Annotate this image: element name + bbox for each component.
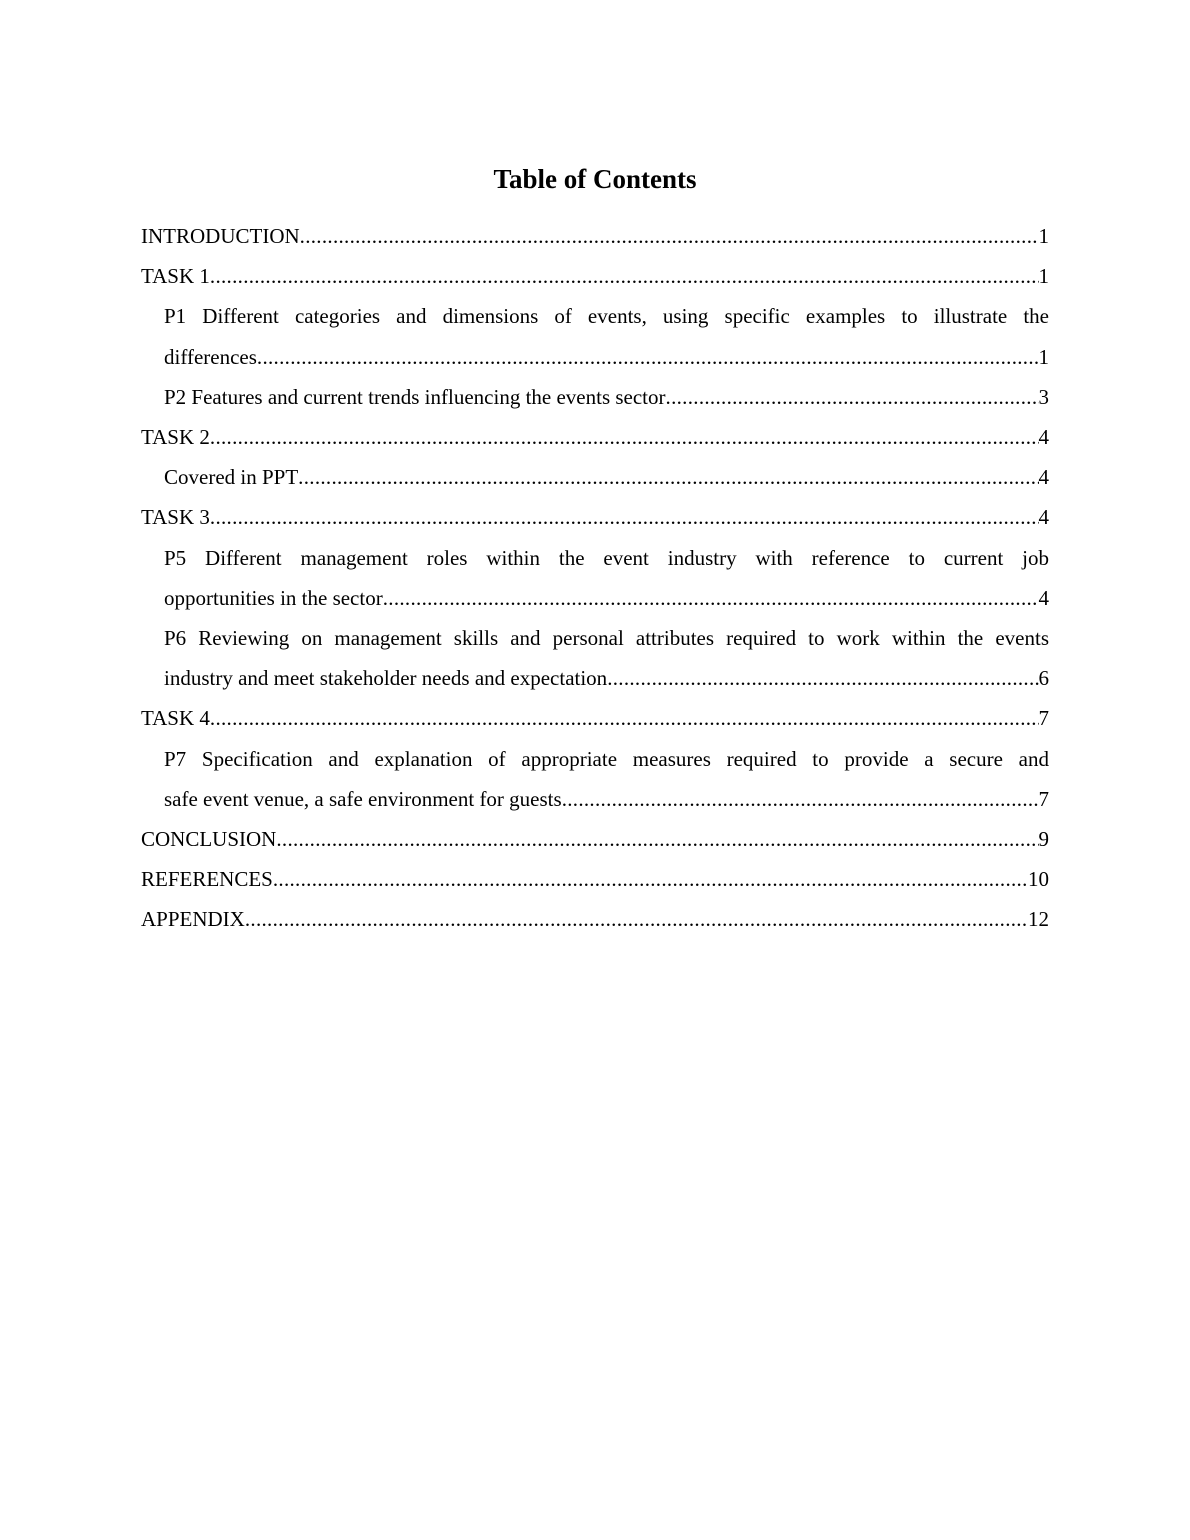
toc-page-number: 10 — [1028, 867, 1049, 892]
toc-entry[interactable] — [141, 256, 1049, 296]
dot-leader — [300, 216, 1039, 256]
dot-leader — [298, 457, 1038, 497]
toc-entry[interactable] — [141, 739, 1049, 819]
toc-entry-leader-line — [164, 457, 1049, 497]
toc-page-number: 7 — [1038, 706, 1049, 731]
toc-entry-text: safe event venue, a safe environment for guests — [164, 786, 562, 811]
toc-entry-text: TASK 3 — [141, 505, 210, 530]
toc-page-number: 4 — [1038, 465, 1049, 490]
toc-entry-text: TASK 4 — [141, 706, 210, 731]
toc-entry-text: CONCLUSION — [141, 827, 277, 852]
toc-entry-text: REFERENCES — [141, 867, 273, 892]
toc-entry[interactable] — [141, 859, 1049, 899]
toc-page-number: 1 — [1038, 264, 1049, 289]
toc-entry[interactable] — [141, 457, 1049, 497]
toc-page-number: 3 — [1038, 384, 1049, 409]
toc-entry-text: TASK 1 — [141, 264, 210, 289]
page-title: Table of Contents — [493, 164, 697, 194]
toc-entry[interactable] — [141, 216, 1049, 256]
toc-entry[interactable] — [141, 538, 1049, 618]
toc-entry-leader-line — [141, 899, 1049, 939]
toc-entry-leader-line — [164, 658, 1049, 698]
toc-entry[interactable] — [141, 497, 1049, 537]
toc-entry-leader-line — [164, 337, 1049, 377]
toc-entry[interactable] — [141, 296, 1049, 376]
dot-leader — [210, 497, 1039, 537]
toc-page-number: 7 — [1038, 786, 1049, 811]
toc-entry-text-line: P7 Specification and explanation of appropriate measures required to provide a secure and — [164, 746, 1049, 771]
dot-leader — [210, 417, 1039, 457]
toc-page-number: 4 — [1038, 425, 1049, 450]
toc-entry-text: TASK 2 — [141, 425, 210, 450]
toc-entry-leader-line — [141, 417, 1049, 457]
toc-entry-leader-line — [141, 859, 1049, 899]
toc-entry-text: P2 Features and current trends influencing the events sector — [164, 384, 666, 409]
toc-entry-text: opportunities in the sector — [164, 585, 383, 610]
toc-page-number: 1 — [1038, 344, 1049, 369]
toc-page-number: 4 — [1038, 505, 1049, 530]
toc-entry[interactable] — [141, 899, 1049, 939]
toc-page-number: 12 — [1028, 907, 1049, 932]
toc-entry-leader-line — [141, 698, 1049, 738]
toc-page-number: 4 — [1038, 585, 1049, 610]
toc-entry-leader-line — [164, 377, 1049, 417]
toc-entry-text: APPENDIX — [141, 907, 245, 932]
toc-entry-text: INTRODUCTION — [141, 224, 300, 248]
toc-entry-text-line: P6 Reviewing on management skills and personal attributes required to work within the events — [164, 626, 1049, 651]
dot-leader — [273, 859, 1028, 899]
toc-entry-leader-line — [141, 256, 1049, 296]
toc-page-number: 6 — [1038, 666, 1049, 691]
toc-page-number: 9 — [1038, 827, 1049, 852]
toc-entry[interactable] — [141, 698, 1049, 738]
dot-leader — [210, 698, 1039, 738]
toc-entry-text: industry and meet stakeholder needs and expectation — [164, 666, 608, 691]
toc-entry-leader-line — [164, 578, 1049, 618]
dot-leader — [607, 658, 1038, 698]
toc-entry[interactable] — [141, 618, 1049, 698]
toc-entry[interactable] — [141, 377, 1049, 417]
toc-entry-text-line: P1 Different categories and dimensions of events, using specific examples to illustrate the — [164, 304, 1049, 329]
dot-leader — [276, 819, 1038, 859]
toc-entry[interactable] — [141, 417, 1049, 457]
dot-leader — [257, 337, 1039, 377]
toc-entry-leader-line — [141, 819, 1049, 859]
toc-entry-text: differences — [164, 344, 257, 369]
toc-entry[interactable] — [141, 819, 1049, 859]
dot-leader — [210, 256, 1039, 296]
toc-entry-leader-line — [164, 779, 1049, 819]
dot-leader — [562, 779, 1039, 819]
toc-entry-text: Covered in PPT — [164, 465, 299, 490]
toc-entry-leader-line — [141, 497, 1049, 537]
toc-page-number: 1 — [1038, 224, 1049, 248]
toc-entry-text-line: P5 Different management roles within the event industry with reference to current job — [164, 545, 1049, 570]
toc-entry-leader-line — [141, 216, 1049, 256]
table-of-contents — [141, 216, 1049, 940]
dot-leader — [666, 377, 1039, 417]
dot-leader — [383, 578, 1039, 618]
dot-leader — [245, 899, 1028, 939]
